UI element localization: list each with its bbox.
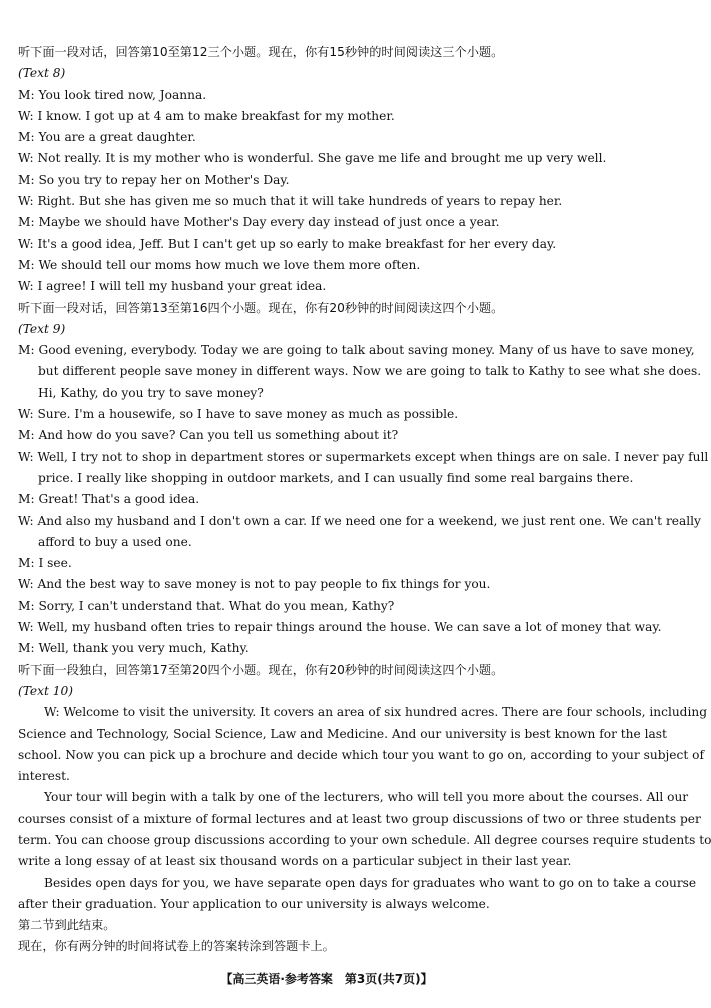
label-text-9: (Text 9) [18,321,66,336]
instruction-text-8: 听下面一段对话，回答第10至第12三个小题。现在，你有15秒钟的时间阅读这三个小题。 [18,45,504,59]
dialogue-line: M: You look tired now, Joanna. [18,87,207,102]
dialogue-line: M: And how do you save? Can you tell us something about it? [18,428,399,443]
instruction-text-9: 听下面一段对话，回答第13至第16四个小题。现在，你有20秒钟的时间阅读这四个小题。 [18,300,504,315]
dialogue-line: M: Great! That's a good idea. [18,492,200,507]
transfer-instruction-text: 现在，你有两分钟的时间将试卷上的答案转涂到答题卡上。 [18,939,335,954]
dialogue-line: W: Well, I try not to shop in department stores or supermarkets except when things are on sale. I never pay full [18,449,709,464]
label-text-10: (Text 10) [18,683,74,698]
dialogue-line: M: Maybe we should have Mother's Day every day instead of just once a year. [18,215,500,230]
dialogue-line: M: Sorry, I can't understand that. What do you mean, Kathy? [18,598,395,613]
dialogue-line: M: Good evening, everybody. Today we are going to talk about saving money. Many of us have to save money, [18,343,695,358]
dialogue-line: W: And the best way to save money is not to pay people to fix things for you. [18,577,491,592]
dialogue-line: M: We should tell our moms how much we love them more often. [18,257,421,272]
label-text-8: (Text 8) [18,66,66,81]
monologue-line: Besides open days for you, we have separate open days for graduates who want to go on to take a course [44,875,697,890]
page-footer: 【高三英语·参考答案 第3页(共7页)】 [220,972,433,986]
dialogue-line: M: I see. [18,556,72,571]
dialogue-line: W: Right. But she has given me so much that it will take hundreds of years to repay her. [18,194,563,209]
monologue-line: school. Now you can pick up a brochure and decide which tour you want to go on, according to your subject of [18,747,704,762]
dialogue-line: M: So you try to repay her on Mother's Day. [18,172,290,187]
dialogue-line: W: Not really. It is my mother who is wonderful. She gave me life and brought me up very well. [18,151,607,166]
dialogue-line: W: It's a good idea, Jeff. But I can't get up so early to make breakfast for her every day. [18,236,557,251]
monologue-line: Your tour will begin with a talk by one of the lecturers, who will tell you more about the courses. All our [44,790,689,805]
dialogue-line: W: Well, my husband often tries to repair things around the house. We can save a lot of money that way. [18,620,662,635]
dialogue-line: W: I know. I got up at 4 am to make breakfast for my mother. [18,108,395,123]
monologue-line: Science and Technology, Social Science, Law and Medicine. And our university is best known for the last [18,726,667,741]
section-end-text: 第二节到此结束。 [18,918,116,933]
dialogue-line-continued: afford to buy a used one. [38,534,192,549]
dialogue-line: M: You are a great daughter. [18,130,196,145]
dialogue-line-continued: Hi, Kathy, do you try to save money? [38,385,264,400]
monologue-line: write a long essay of at least six thousand words on a particular subject in their last year. [18,854,572,869]
monologue-line: interest. [18,769,70,784]
instruction-text-10: 听下面一段独白，回答第17至第20四个小题。现在，你有20秒钟的时间阅读这四个小题。 [18,662,504,677]
monologue-line: courses consist of a mixture of formal lectures and at least two group discussions of two or three students per [18,811,701,826]
dialogue-line: M: Well, thank you very much, Kathy. [18,641,249,656]
dialogue-line-continued: price. I really like shopping in outdoor markets, and I can usually find some real bargains there. [38,470,634,485]
answer-page [18,42,711,958]
dialogue-line: W: Sure. I'm a housewife, so I have to save money as much as possible. [18,407,459,422]
monologue-line: W: Welcome to visit the university. It covers an area of six hundred acres. There are four schools, including [44,705,708,720]
dialogue-line: W: I agree! I will tell my husband your great idea. [18,279,327,294]
monologue-line: after their graduation. Your application to our university is always welcome. [18,896,490,911]
dialogue-line: W: And also my husband and I don't own a car. If we need one for a weekend, we just rent one. We can't really [18,513,701,528]
monologue-line: term. You can choose group discussions according to your own schedule. All degree courses require students to [18,832,711,847]
dialogue-line-continued: but different people save money in different ways. Now we are going to talk to Kathy to see what she does. [38,364,702,379]
